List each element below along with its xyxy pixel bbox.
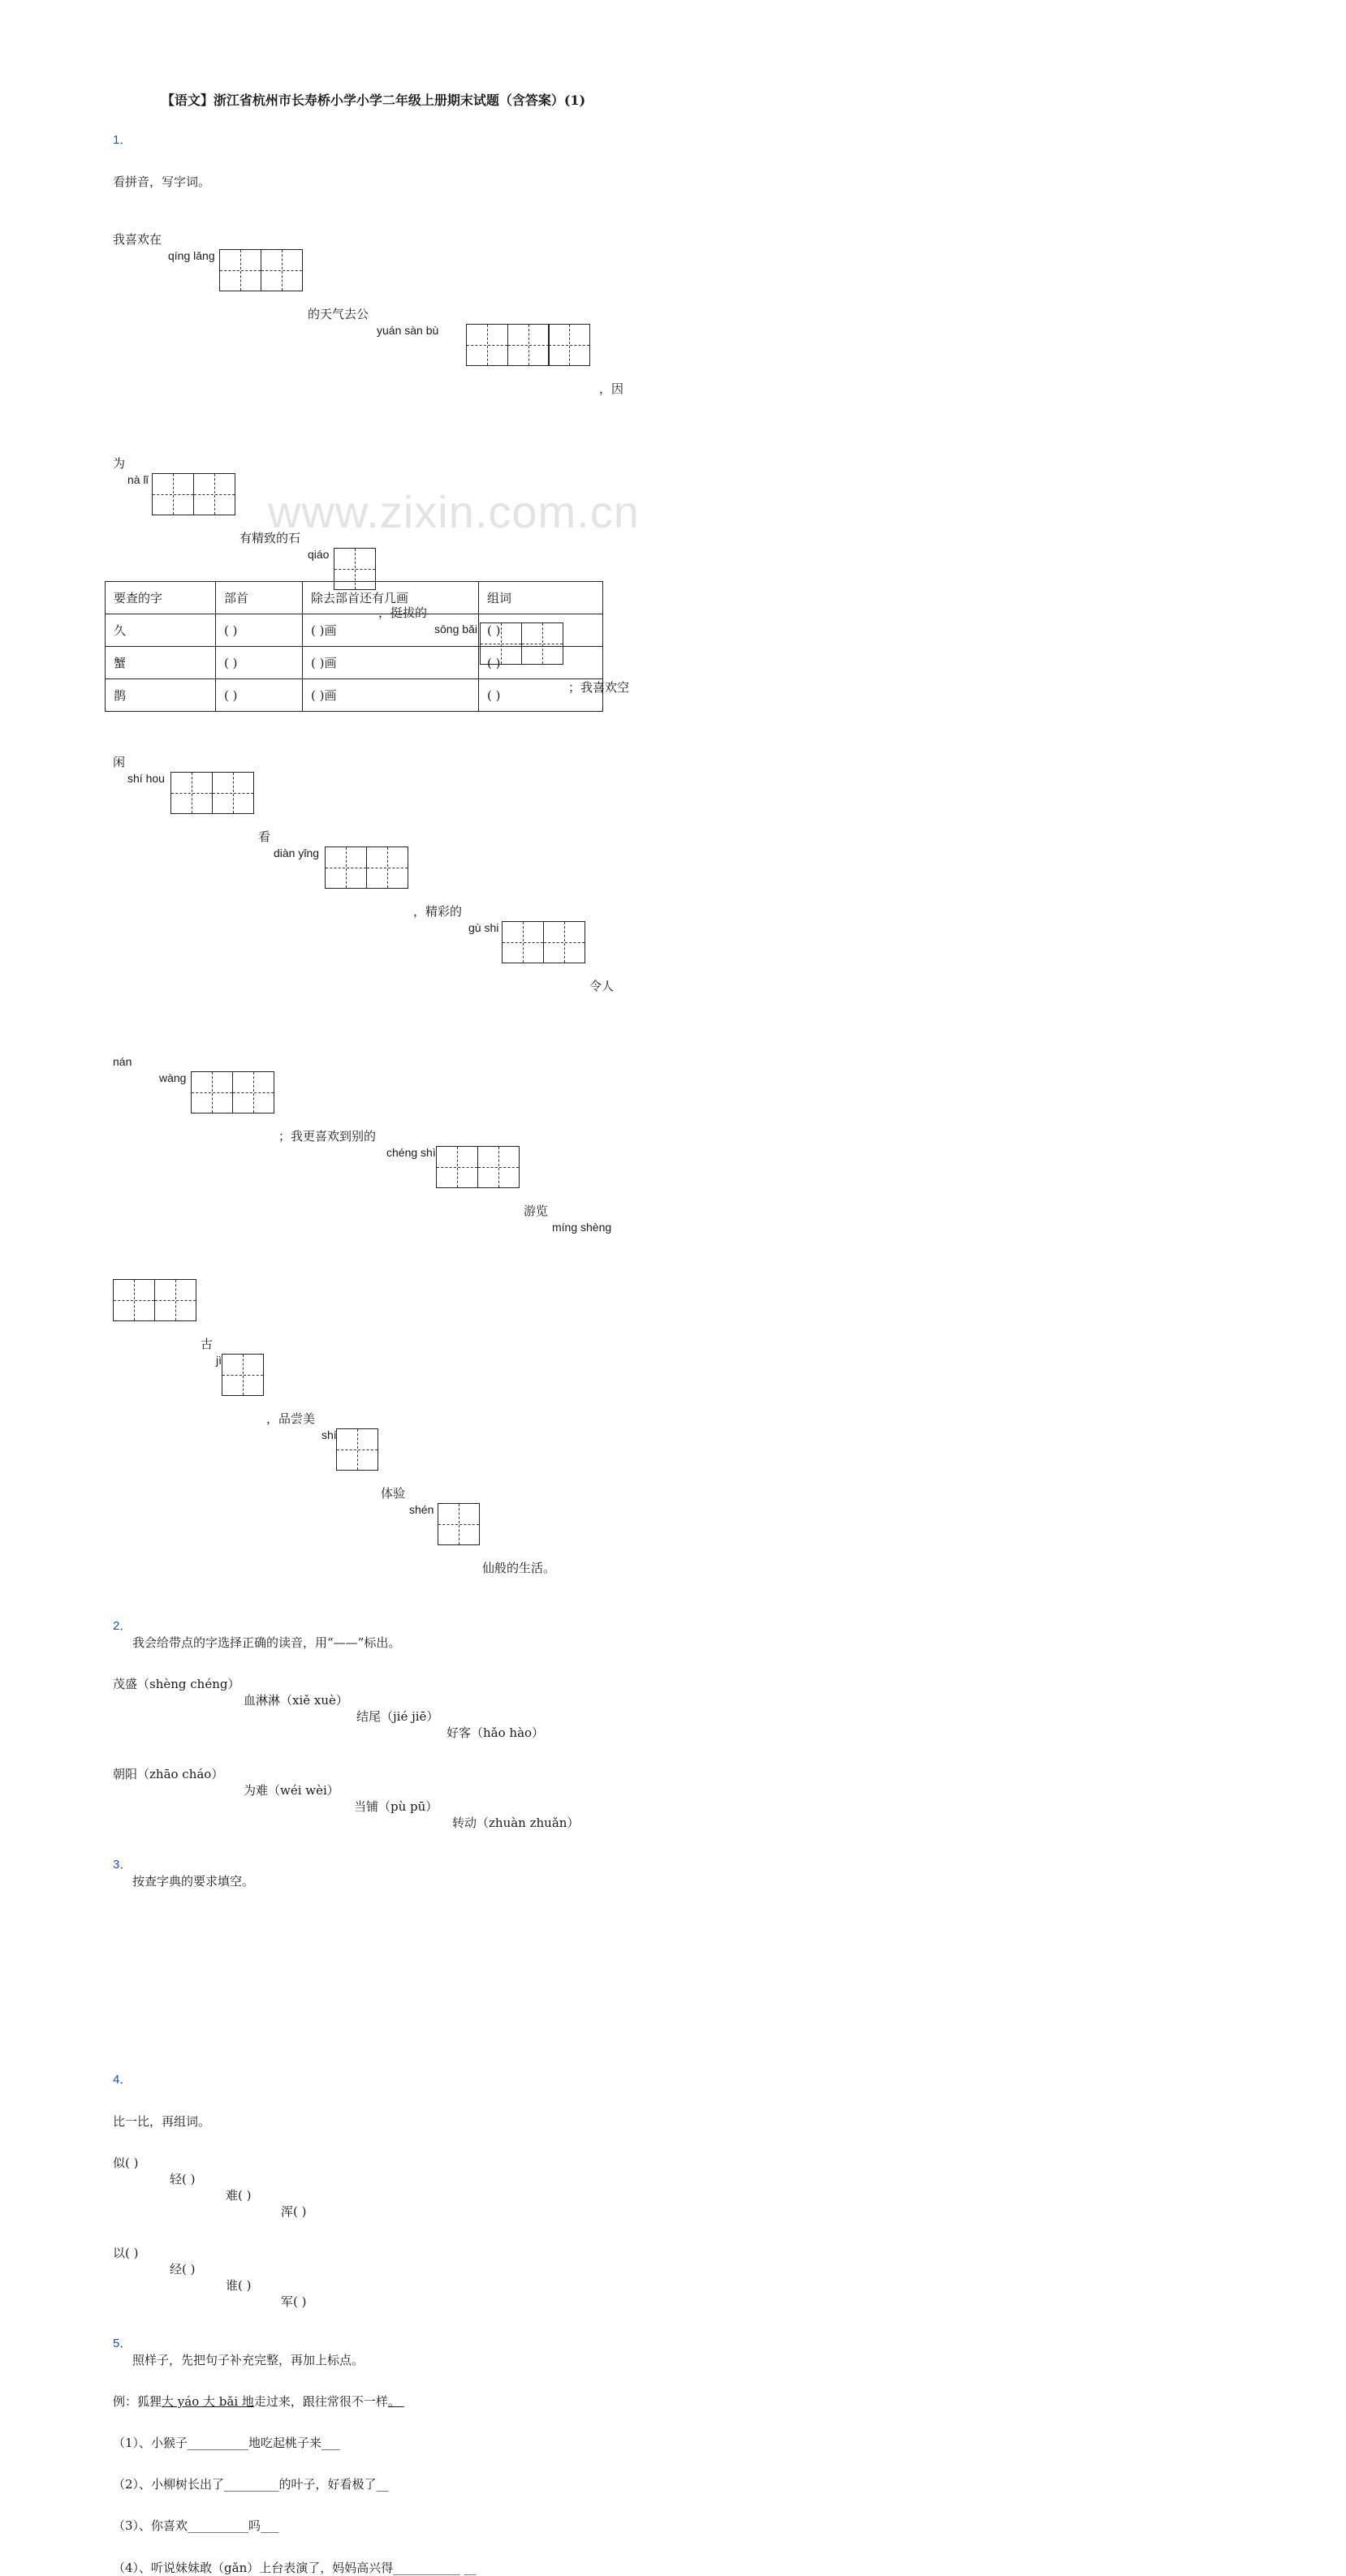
table-row [106, 679, 603, 712]
writing-cell[interactable] [543, 921, 585, 963]
writing-cell[interactable] [325, 846, 367, 889]
q2-option[interactable]: 血淋淋（xiě xuè） [244, 1693, 348, 1708]
q2-option[interactable]: 朝阳（zhāo cháo） [113, 1767, 224, 1781]
q2-option[interactable]: 为难（wéi wèi） [244, 1783, 339, 1798]
writing-cell[interactable] [222, 1354, 264, 1396]
q5-example [113, 2393, 860, 2410]
q1-line4-text-a: ；我更喜欢到别的 [278, 1129, 377, 1144]
q1-line2-text-d: ；我喜欢空 [568, 680, 630, 695]
table-cell: 鹊 [106, 679, 216, 712]
writing-cell[interactable] [507, 324, 550, 366]
answer-grid-gushi[interactable] [502, 921, 1249, 963]
writing-cell[interactable] [261, 249, 303, 291]
q2-instruction: 我会给带点的字选择正确的读音，用“——”标出。 [132, 1635, 401, 1650]
q3-number: 3． [113, 1858, 132, 1872]
q1-line1-text-c: ，因 [599, 381, 624, 396]
q1-line3-text-b: 看 [258, 829, 271, 844]
q1-line5-text-b: ，品尝美 [266, 1411, 316, 1426]
watermark: www.zixin.com.cn [268, 486, 640, 537]
q1-line1-text-b: 的天气去公 [308, 307, 369, 321]
q1-instruction: 看拼音，写字词。 [113, 174, 211, 189]
answer-blank[interactable]: ( ) [216, 679, 303, 712]
answer-grid-dianying[interactable] [325, 846, 1072, 889]
q1-line4-pinyin-1: nán [113, 1055, 132, 1068]
q5-item[interactable]: （4）、听说妹妹敢（gǎn）上台表演了，妈妈高兴得___________ __ [113, 2561, 477, 2575]
answer-grid-nali[interactable] [152, 473, 899, 515]
answer-blank[interactable]: ( ) [479, 679, 603, 712]
writing-cell[interactable] [477, 1146, 520, 1188]
q4-item[interactable]: 浑( ) [281, 2204, 307, 2219]
answer-grid-mingsheng[interactable] [113, 1279, 860, 1321]
q2-option[interactable]: 好客（hǎo hào） [447, 1725, 545, 1740]
answer-grid-chengshi[interactable] [436, 1146, 1183, 1188]
writing-cell[interactable] [152, 473, 194, 515]
table-cell: 久 [106, 614, 216, 647]
q1-line2-text-a: 为 [113, 456, 126, 471]
writing-cell[interactable] [366, 846, 408, 889]
writing-cell[interactable] [436, 1146, 478, 1188]
page-title: 【语文】浙江省杭州市长寿桥小学小学二年级上册期末试题（含答案）(1) [161, 93, 586, 108]
q5-item[interactable]: （1）、小猴子__________地吃起桃子来___ [113, 2436, 340, 2450]
q1-line3-text-d: 令人 [589, 979, 615, 993]
writing-cell[interactable] [193, 473, 235, 515]
q4-item[interactable]: 经( ) [170, 2262, 196, 2277]
q1-line2-text-b: 有精致的石 [239, 531, 301, 545]
q2-option[interactable]: 转动（zhuàn zhuǎn） [452, 1816, 580, 1830]
table-header: 组词 [479, 582, 603, 614]
writing-cell[interactable] [113, 1279, 155, 1321]
answer-grid-shihou[interactable] [170, 772, 917, 814]
q1-line4-pinyin-3: chéng shì [386, 1146, 436, 1159]
dictionary-table [105, 581, 603, 712]
example-punctuation: 。 [387, 2394, 400, 2409]
q2-number: 2． [113, 1619, 132, 1633]
q1-line5-text-c: 体验 [381, 1486, 406, 1501]
q4-instruction: 比一比，再组词。 [113, 2114, 211, 2129]
q1-line4-text-b: 游览 [524, 1204, 549, 1218]
table-row [106, 614, 603, 647]
q2-option[interactable]: 当铺（pù pū） [354, 1799, 438, 1814]
q4-item[interactable]: 以( ) [113, 2246, 139, 2260]
q5-item[interactable]: （3）、你喜欢__________吗___ [113, 2518, 279, 2533]
q1-line3-pinyin-3: gù shi [468, 921, 499, 934]
writing-cell[interactable] [438, 1503, 480, 1545]
q1-line1-text-a: 我喜欢在 [113, 232, 162, 247]
answer-blank[interactable]: ( ) [479, 647, 603, 679]
answer-grid-yuansanbu[interactable] [466, 324, 1213, 366]
answer-blank[interactable]: ( )画 [303, 647, 479, 679]
q5-item[interactable]: （2）、小柳树长出了_________的叶子，好看极了__ [113, 2477, 389, 2492]
q2-option[interactable]: 茂盛（shèng chéng） [113, 1677, 240, 1691]
q1-line1-pinyin-1: qíng lǎng [168, 249, 215, 262]
q1-line2-text-c: ，挺拔的 [378, 605, 428, 620]
writing-cell[interactable] [154, 1279, 196, 1321]
writing-cell[interactable] [466, 324, 508, 366]
q4-item[interactable]: 谁( ) [226, 2278, 252, 2293]
writing-cell[interactable] [336, 1428, 378, 1471]
example-sentence: 走过来，跟往常很不一样 [253, 2394, 388, 2409]
q1-line3-text-c: ，精彩的 [413, 904, 463, 919]
q1-number: 1． [113, 133, 132, 147]
q3-instruction: 按查字典的要求填空。 [132, 1874, 255, 1889]
example-underlined-phrase: 大 yáo 大 bǎi 地 [162, 2394, 254, 2409]
answer-blank[interactable]: ( ) [216, 614, 303, 647]
q1-line5-pinyin-2: shí [321, 1428, 337, 1441]
answer-grid-shi[interactable] [336, 1428, 1083, 1471]
example-label: 例：狐狸 [113, 2394, 162, 2409]
q1-line4-pinyin-2: wàng [159, 1071, 187, 1084]
answer-blank[interactable]: ( )画 [303, 679, 479, 712]
q1-line2-pinyin-2: qiáo [308, 548, 330, 561]
q1-line5-pinyin-3: shén [409, 1503, 434, 1516]
writing-cell[interactable] [548, 324, 590, 366]
table-header: 要查的字 [106, 582, 216, 614]
writing-cell[interactable] [219, 249, 261, 291]
q1-line2-pinyin-3: sōng bǎi [434, 622, 477, 635]
q1-line1-pinyin-2: yuán sàn bù [377, 324, 439, 337]
q4-item[interactable]: 难( ) [226, 2188, 252, 2203]
q2-option[interactable]: 结尾（jié jiē） [356, 1709, 439, 1724]
q1-line5-text-d: 仙般的生活。 [482, 1561, 556, 1575]
answer-grid-qinglang[interactable] [219, 249, 966, 291]
q1-line5-pinyin-1: jì [216, 1354, 222, 1367]
answer-blank[interactable]: ( )画 [303, 614, 479, 647]
answer-blank[interactable]: ( ) [216, 647, 303, 679]
q1-line4-pinyin-4: míng shèng [552, 1221, 612, 1234]
answer-grid-nanwang[interactable] [191, 1071, 938, 1114]
q1-line3-pinyin-2: diàn yǐng [274, 846, 320, 859]
q4-number: 4． [113, 2073, 132, 2087]
q4-item[interactable]: 军( ) [281, 2294, 307, 2309]
q1-line3-pinyin-1: shí hou [127, 772, 165, 785]
q5-instruction: 照样子，先把句子补充完整，再加上标点。 [132, 2353, 365, 2367]
q1-line5-text-a: 古 [201, 1337, 214, 1351]
table-header: 部首 [216, 582, 303, 614]
writing-cell[interactable] [502, 921, 544, 963]
table-row [106, 647, 603, 679]
q1-line3-text-a: 闲 [113, 755, 126, 769]
answer-blank[interactable]: ( ) [479, 614, 603, 647]
answer-grid-shen[interactable] [438, 1503, 1184, 1545]
writing-cell[interactable] [191, 1071, 233, 1114]
writing-cell[interactable] [232, 1071, 274, 1114]
table-header-row [106, 582, 603, 614]
table-cell: 蟹 [106, 647, 216, 679]
answer-grid-ji[interactable] [222, 1354, 969, 1396]
table-header: 除去部首还有几画 [303, 582, 479, 614]
q4-item[interactable]: 似( ) [113, 2156, 139, 2170]
writing-cell[interactable] [170, 772, 213, 814]
q4-item[interactable]: 轻( ) [170, 2172, 196, 2186]
q1-line2-pinyin-1: nà lǐ [127, 473, 149, 486]
q5-number: 5． [113, 2337, 132, 2350]
writing-cell[interactable] [212, 772, 254, 814]
